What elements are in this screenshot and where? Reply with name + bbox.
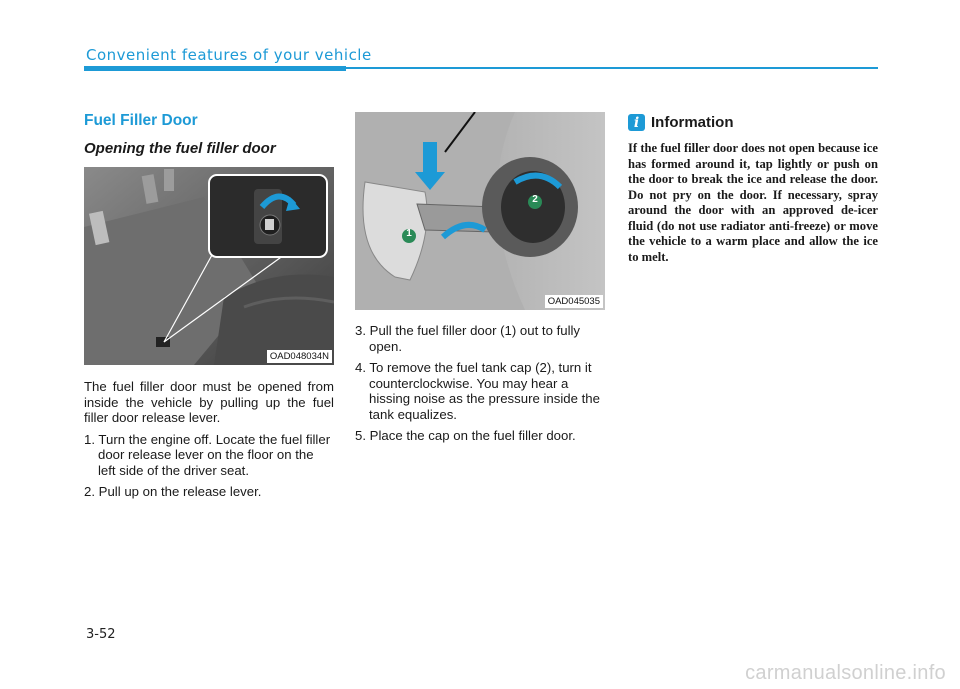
figure-release-lever [84,167,334,365]
header-title: Convenient features of your vehicle [86,46,372,64]
list-item: 5. Place the cap on the fuel filler door. [355,428,576,443]
column-middle [355,112,605,450]
callout-1: 1 [406,228,412,239]
information-heading [628,114,878,131]
subsection-title: Opening the fuel filler door [84,140,276,157]
section-title: Fuel Filler Door [84,112,198,129]
list-item: 2. Pull up on the release lever. [84,484,262,499]
header-rule-dark [84,66,346,71]
figure-code-1: OAD048034N [267,350,332,363]
information-icon: i [628,114,645,131]
fuel-door-illustration [355,112,605,310]
steps-list-middle [355,323,605,444]
list-item: 1. Turn the engine off. Locate the fuel filler door release lever on the floor on the left side of the driver seat. [84,431,331,478]
column-right [628,114,878,265]
list-item: 4. To remove the fuel tank cap (2), turn it counterclockwise. You may hear a hissing noise as the pressure inside the tank equalizes. [355,360,600,422]
column-left [84,112,334,506]
figure-code-2: OAD045035 [545,295,603,308]
intro-paragraph: The fuel filler door must be opened from inside the vehicle by pulling up the fuel filler door release lever. [84,379,334,425]
steps-list-left [84,432,334,500]
watermark: carmanualsonline.info [745,662,946,684]
callout-2: 2 [532,194,538,205]
page-number: 3-52 [86,627,116,642]
information-text: If the fuel filler door does not open because ice has formed around it, tap lightly or push on the door to break the ice and release the door. Do not pry on the door. If necessary, spray around the door with an approved de-icer fluid (do not use radiator anti-freeze) or move the vehicle to a warm place and allow the ice to melt. [628,141,878,264]
list-item: 3. Pull the fuel filler door (1) out to fully open. [355,323,581,354]
header-rule-light [346,67,878,69]
information-title: Information [651,114,734,131]
figure-fuel-door [355,112,605,310]
release-lever-illustration [84,167,334,365]
